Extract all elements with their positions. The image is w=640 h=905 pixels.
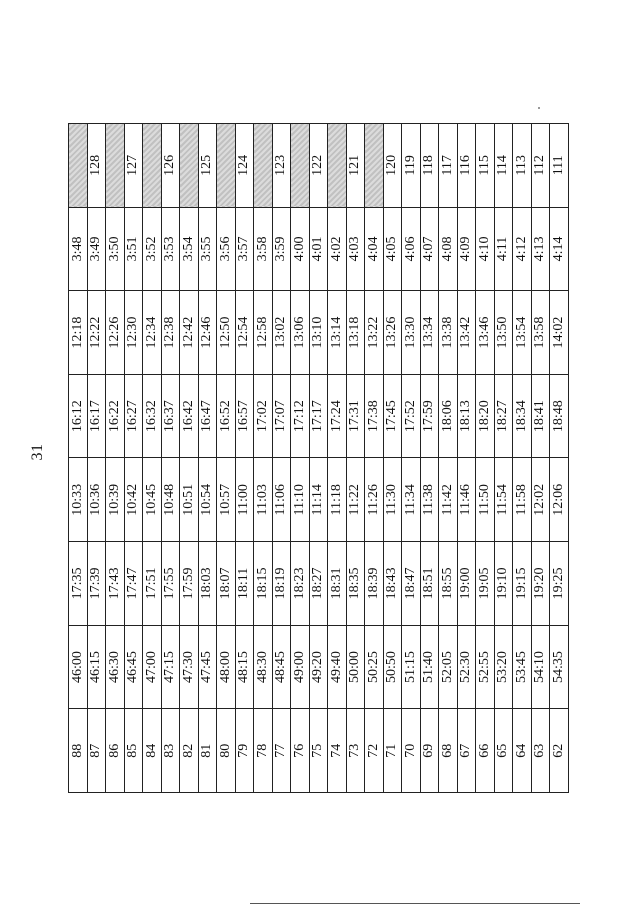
table-cell-col3: 18:27 xyxy=(309,542,328,626)
table-cell-col6: 12:58 xyxy=(254,291,273,375)
table-cell-num: 64 xyxy=(513,709,532,793)
table-row xyxy=(439,124,458,793)
table-cell-col7: 3:48 xyxy=(69,207,88,291)
table-cell-col7: 4:10 xyxy=(476,207,495,291)
table-cell-col8: 121 xyxy=(346,124,365,208)
table-cell-col2: 51:40 xyxy=(420,625,439,709)
table-cell-col8: 111 xyxy=(550,124,569,208)
table-cell-col7: 4:01 xyxy=(309,207,328,291)
table-cell-col2: 49:00 xyxy=(291,625,310,709)
table-cell-num: 88 xyxy=(69,709,88,793)
table-cell-col5: 16:47 xyxy=(198,374,217,458)
table-cell-num: 76 xyxy=(291,709,310,793)
table-cell-col2: 49:20 xyxy=(309,625,328,709)
table-cell-num: 67 xyxy=(457,709,476,793)
table-cell-col5: 16:12 xyxy=(69,374,88,458)
table-cell-num: 87 xyxy=(87,709,106,793)
table-row xyxy=(254,124,273,793)
table-cell-col8 xyxy=(143,124,162,208)
table-cell-col2: 48:45 xyxy=(272,625,291,709)
table-cell-col5: 17:02 xyxy=(254,374,273,458)
table-cell-col7: 3:49 xyxy=(87,207,106,291)
table-cell-col3: 19:15 xyxy=(513,542,532,626)
table-cell-col7: 4:05 xyxy=(383,207,402,291)
table-cell-col3: 19:05 xyxy=(476,542,495,626)
table-cell-col5: 16:52 xyxy=(217,374,236,458)
table-cell-col3: 17:59 xyxy=(180,542,199,626)
table-row xyxy=(457,124,476,793)
table-cell-col6: 12:42 xyxy=(180,291,199,375)
table-cell-col7: 4:13 xyxy=(531,207,550,291)
table-cell-col2: 49:40 xyxy=(328,625,347,709)
scan-speck xyxy=(538,107,540,109)
table-cell-col3: 18:23 xyxy=(291,542,310,626)
table-cell-col6: 13:46 xyxy=(476,291,495,375)
table-cell-col4: 10:33 xyxy=(69,458,88,542)
table-cell-col8: 117 xyxy=(439,124,458,208)
table-cell-col2: 46:45 xyxy=(124,625,143,709)
table-cell-col3: 19:10 xyxy=(494,542,513,626)
table-cell-col4: 10:54 xyxy=(198,458,217,542)
table-row xyxy=(494,124,513,793)
table-cell-col7: 4:14 xyxy=(550,207,569,291)
table-cell-col3: 18:55 xyxy=(439,542,458,626)
table-cell-num: 75 xyxy=(309,709,328,793)
table-cell-num: 84 xyxy=(143,709,162,793)
table-cell-col8 xyxy=(106,124,125,208)
table-cell-col6: 13:54 xyxy=(513,291,532,375)
table-cell-col4: 11:50 xyxy=(476,458,495,542)
table-cell-col7: 3:55 xyxy=(198,207,217,291)
table-cell-col3: 17:39 xyxy=(87,542,106,626)
table-cell-col2: 50:50 xyxy=(383,625,402,709)
table-cell-num: 74 xyxy=(328,709,347,793)
table-row xyxy=(87,124,106,793)
table-cell-col4: 11:14 xyxy=(309,458,328,542)
table-cell-col7: 4:07 xyxy=(420,207,439,291)
table-cell-col2: 52:05 xyxy=(439,625,458,709)
table-cell-col4: 11:42 xyxy=(439,458,458,542)
table-cell-col2: 48:30 xyxy=(254,625,273,709)
table-cell-col5: 16:27 xyxy=(124,374,143,458)
table-cell-col8: 124 xyxy=(235,124,254,208)
table-cell-col2: 46:30 xyxy=(106,625,125,709)
table-cell-col2: 47:00 xyxy=(143,625,162,709)
table-cell-col3: 17:35 xyxy=(69,542,88,626)
table-cell-col7: 4:02 xyxy=(328,207,347,291)
table-cell-col8: 122 xyxy=(309,124,328,208)
table-cell-col5: 17:07 xyxy=(272,374,291,458)
table-cell-col6: 12:54 xyxy=(235,291,254,375)
table-cell-col5: 17:59 xyxy=(420,374,439,458)
table-cell-col4: 11:10 xyxy=(291,458,310,542)
table-cell-col4: 11:26 xyxy=(365,458,384,542)
table-cell-num: 62 xyxy=(550,709,569,793)
table-cell-col8: 120 xyxy=(383,124,402,208)
table-cell-col5: 16:22 xyxy=(106,374,125,458)
table-row xyxy=(272,124,291,793)
table-rotation-frame xyxy=(68,123,568,793)
table-row xyxy=(235,124,254,793)
table-cell-col6: 14:02 xyxy=(550,291,569,375)
table-cell-col2: 48:15 xyxy=(235,625,254,709)
table-cell-col7: 3:52 xyxy=(143,207,162,291)
page-edge-line xyxy=(250,903,580,904)
table-cell-col3: 17:47 xyxy=(124,542,143,626)
table-cell-col6: 13:50 xyxy=(494,291,513,375)
table-cell-col3: 18:43 xyxy=(383,542,402,626)
table-cell-num: 85 xyxy=(124,709,143,793)
table-cell-num: 79 xyxy=(235,709,254,793)
table-cell-col2: 53:20 xyxy=(494,625,513,709)
table-cell-col2: 46:00 xyxy=(69,625,88,709)
table-cell-col2: 52:55 xyxy=(476,625,495,709)
table-cell-col3: 18:07 xyxy=(217,542,236,626)
table-cell-num: 77 xyxy=(272,709,291,793)
table-row xyxy=(328,124,347,793)
table-cell-col7: 3:50 xyxy=(106,207,125,291)
table-cell-col5: 18:27 xyxy=(494,374,513,458)
table-cell-col5: 18:06 xyxy=(439,374,458,458)
table-cell-col4: 11:00 xyxy=(235,458,254,542)
table-cell-col5: 17:31 xyxy=(346,374,365,458)
table-cell-num: 69 xyxy=(420,709,439,793)
table-cell-col3: 19:20 xyxy=(531,542,550,626)
table-cell-col6: 12:30 xyxy=(124,291,143,375)
table-cell-col6: 12:46 xyxy=(198,291,217,375)
table-cell-col7: 3:56 xyxy=(217,207,236,291)
table-cell-col2: 53:45 xyxy=(513,625,532,709)
table-row xyxy=(383,124,402,793)
table-cell-col5: 18:48 xyxy=(550,374,569,458)
table-cell-num: 80 xyxy=(217,709,236,793)
table-cell-col3: 17:51 xyxy=(143,542,162,626)
table-cell-col3: 18:03 xyxy=(198,542,217,626)
table-cell-col8 xyxy=(180,124,199,208)
table-cell-col5: 16:42 xyxy=(180,374,199,458)
table-cell-col3: 17:43 xyxy=(106,542,125,626)
table-cell-col4: 11:54 xyxy=(494,458,513,542)
table-cell-col4: 10:45 xyxy=(143,458,162,542)
table-row xyxy=(217,124,236,793)
table-row xyxy=(143,124,162,793)
table-cell-col2: 46:15 xyxy=(87,625,106,709)
table-row xyxy=(476,124,495,793)
table-row xyxy=(198,124,217,793)
table-cell-col8: 127 xyxy=(124,124,143,208)
table-cell-col2: 50:25 xyxy=(365,625,384,709)
table-cell-col5: 18:34 xyxy=(513,374,532,458)
table-cell-col8: 125 xyxy=(198,124,217,208)
table-cell-num: 72 xyxy=(365,709,384,793)
table-cell-col3: 18:19 xyxy=(272,542,291,626)
table-row xyxy=(180,124,199,793)
table-cell-col7: 4:08 xyxy=(439,207,458,291)
table-cell-col8: 126 xyxy=(161,124,180,208)
table-row xyxy=(309,124,328,793)
table-cell-col6: 13:14 xyxy=(328,291,347,375)
table-cell-col8: 113 xyxy=(513,124,532,208)
table-cell-col8 xyxy=(328,124,347,208)
table-cell-col6: 13:42 xyxy=(457,291,476,375)
table-cell-col6: 13:02 xyxy=(272,291,291,375)
table-cell-col7: 3:59 xyxy=(272,207,291,291)
table-cell-col5: 17:45 xyxy=(383,374,402,458)
table-cell-col4: 11:22 xyxy=(346,458,365,542)
table-cell-col3: 17:55 xyxy=(161,542,180,626)
table-cell-num: 81 xyxy=(198,709,217,793)
table-cell-col5: 18:41 xyxy=(531,374,550,458)
table-body xyxy=(69,124,569,793)
table-cell-col7: 4:09 xyxy=(457,207,476,291)
table-cell-col3: 19:00 xyxy=(457,542,476,626)
table-cell-col3: 18:15 xyxy=(254,542,273,626)
table-cell-col4: 11:46 xyxy=(457,458,476,542)
table-cell-col5: 16:57 xyxy=(235,374,254,458)
table-cell-col6: 12:22 xyxy=(87,291,106,375)
table-cell-col7: 3:53 xyxy=(161,207,180,291)
table-cell-col6: 13:26 xyxy=(383,291,402,375)
table-cell-col6: 12:26 xyxy=(106,291,125,375)
table-cell-num: 83 xyxy=(161,709,180,793)
table-cell-col4: 10:57 xyxy=(217,458,236,542)
table-row xyxy=(531,124,550,793)
table-cell-col4: 12:06 xyxy=(550,458,569,542)
score-table xyxy=(68,123,569,793)
rotated-table-container xyxy=(68,123,568,793)
table-cell-col7: 3:58 xyxy=(254,207,273,291)
table-cell-num: 70 xyxy=(402,709,421,793)
table-cell-col5: 16:17 xyxy=(87,374,106,458)
table-cell-col4: 11:06 xyxy=(272,458,291,542)
table-cell-col3: 18:31 xyxy=(328,542,347,626)
table-cell-col2: 54:35 xyxy=(550,625,569,709)
table-cell-col5: 17:52 xyxy=(402,374,421,458)
table-cell-col7: 3:54 xyxy=(180,207,199,291)
table-cell-col8: 112 xyxy=(531,124,550,208)
table-cell-col4: 10:42 xyxy=(124,458,143,542)
table-cell-col6: 13:10 xyxy=(309,291,328,375)
table-cell-col6: 12:34 xyxy=(143,291,162,375)
table-cell-col5: 17:38 xyxy=(365,374,384,458)
table-row xyxy=(346,124,365,793)
table-cell-col4: 10:39 xyxy=(106,458,125,542)
table-cell-col7: 4:06 xyxy=(402,207,421,291)
table-cell-col4: 10:36 xyxy=(87,458,106,542)
table-row xyxy=(513,124,532,793)
table-cell-num: 68 xyxy=(439,709,458,793)
table-cell-col2: 48:00 xyxy=(217,625,236,709)
table-cell-col8: 118 xyxy=(420,124,439,208)
table-cell-col8: 123 xyxy=(272,124,291,208)
table-cell-col6: 13:22 xyxy=(365,291,384,375)
table-cell-col3: 18:11 xyxy=(235,542,254,626)
table-cell-col4: 12:02 xyxy=(531,458,550,542)
table-cell-col5: 17:17 xyxy=(309,374,328,458)
table-cell-col4: 11:38 xyxy=(420,458,439,542)
table-cell-col5: 16:32 xyxy=(143,374,162,458)
table-cell-col4: 11:34 xyxy=(402,458,421,542)
table-cell-col6: 13:34 xyxy=(420,291,439,375)
table-cell-col8 xyxy=(254,124,273,208)
table-cell-col6: 13:38 xyxy=(439,291,458,375)
table-cell-col2: 47:45 xyxy=(198,625,217,709)
table-cell-col6: 13:06 xyxy=(291,291,310,375)
table-cell-col8: 115 xyxy=(476,124,495,208)
table-cell-col6: 13:18 xyxy=(346,291,365,375)
table-cell-col7: 4:12 xyxy=(513,207,532,291)
table-cell-col7: 4:00 xyxy=(291,207,310,291)
table-cell-col4: 10:48 xyxy=(161,458,180,542)
table-cell-col8: 116 xyxy=(457,124,476,208)
table-cell-col2: 47:15 xyxy=(161,625,180,709)
table-cell-col2: 47:30 xyxy=(180,625,199,709)
table-cell-col6: 13:30 xyxy=(402,291,421,375)
table-cell-col3: 18:51 xyxy=(420,542,439,626)
table-cell-col4: 11:30 xyxy=(383,458,402,542)
table-cell-col4: 11:58 xyxy=(513,458,532,542)
table-cell-num: 86 xyxy=(106,709,125,793)
table-cell-num: 78 xyxy=(254,709,273,793)
table-cell-col8: 114 xyxy=(494,124,513,208)
table-cell-col6: 12:38 xyxy=(161,291,180,375)
table-cell-col5: 18:13 xyxy=(457,374,476,458)
table-cell-col8 xyxy=(291,124,310,208)
table-row xyxy=(365,124,384,793)
table-cell-num: 73 xyxy=(346,709,365,793)
table-cell-num: 71 xyxy=(383,709,402,793)
table-row xyxy=(124,124,143,793)
table-row xyxy=(402,124,421,793)
table-cell-col3: 18:35 xyxy=(346,542,365,626)
table-row xyxy=(420,124,439,793)
table-row xyxy=(69,124,88,793)
table-cell-col4: 10:51 xyxy=(180,458,199,542)
table-cell-col8 xyxy=(217,124,236,208)
table-cell-col4: 11:03 xyxy=(254,458,273,542)
table-cell-col7: 4:11 xyxy=(494,207,513,291)
table-cell-col2: 51:15 xyxy=(402,625,421,709)
table-cell-col7: 3:57 xyxy=(235,207,254,291)
table-cell-col4: 11:18 xyxy=(328,458,347,542)
table-cell-col6: 13:58 xyxy=(531,291,550,375)
table-cell-col5: 16:37 xyxy=(161,374,180,458)
table-cell-num: 82 xyxy=(180,709,199,793)
table-cell-col8: 128 xyxy=(87,124,106,208)
table-cell-col3: 19:25 xyxy=(550,542,569,626)
table-cell-col3: 18:39 xyxy=(365,542,384,626)
table-row xyxy=(550,124,569,793)
table-cell-col8 xyxy=(69,124,88,208)
page-number: 31 xyxy=(29,443,46,461)
table-cell-col5: 17:24 xyxy=(328,374,347,458)
table-cell-col3: 18:47 xyxy=(402,542,421,626)
table-cell-num: 63 xyxy=(531,709,550,793)
table-cell-col7: 4:03 xyxy=(346,207,365,291)
table-cell-col5: 17:12 xyxy=(291,374,310,458)
table-cell-col2: 52:30 xyxy=(457,625,476,709)
table-row xyxy=(291,124,310,793)
table-cell-col2: 50:00 xyxy=(346,625,365,709)
table-cell-col8: 119 xyxy=(402,124,421,208)
table-cell-num: 66 xyxy=(476,709,495,793)
table-cell-num: 65 xyxy=(494,709,513,793)
table-cell-col8 xyxy=(365,124,384,208)
table-cell-col5: 18:20 xyxy=(476,374,495,458)
table-cell-col6: 12:50 xyxy=(217,291,236,375)
table-cell-col6: 12:18 xyxy=(69,291,88,375)
table-row xyxy=(106,124,125,793)
table-cell-col2: 54:10 xyxy=(531,625,550,709)
table-row xyxy=(161,124,180,793)
table-cell-col7: 3:51 xyxy=(124,207,143,291)
table-cell-col7: 4:04 xyxy=(365,207,384,291)
